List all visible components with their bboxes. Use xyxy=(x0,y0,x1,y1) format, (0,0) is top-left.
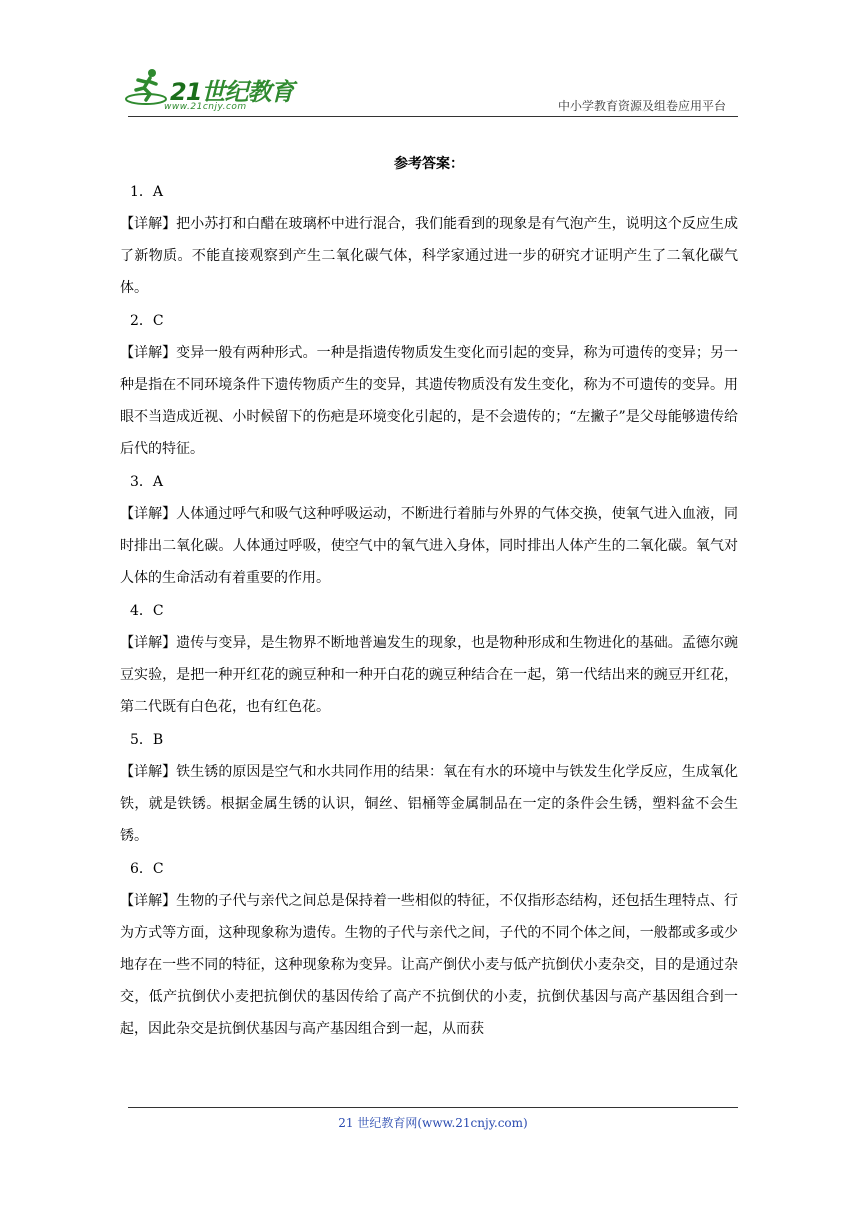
answer-number: 6．C xyxy=(130,861,164,877)
platform-tagline: 中小学教育资源及组卷应用平台 xyxy=(557,99,726,113)
answer-number: 2．C xyxy=(130,313,164,329)
answer-detail: 【详解】生物的子代与亲代之间总是保持着一些相似的特征，不仅指形态结构，还包括生理特点、行为方式等方面，这种现象称为遗传。生物的子代与亲代之间，子代的不同个体之间，一般都或多或少地存在一些不同的特征，这种现象称为变异。让高产倒伏小麦与低产抗倒伏小麦杂交，目的是通过杂交，低产抗倒伏小麦把抗倒伏的基因传给了高产不抗倒伏的小麦，抗倒伏基因与高产基因组合到一起，因此杂交是抗倒伏基因与高产基因组合到一起，从而获 xyxy=(120,893,738,1037)
page-footer[interactable]: 21 世纪教育网(www.21cnjy.com) xyxy=(338,1116,528,1130)
page-title: 参考答案： xyxy=(394,156,464,172)
answer-content xyxy=(120,150,738,1048)
header-divider xyxy=(128,116,738,117)
answer-detail: 【详解】人体通过呼气和吸气这种呼吸运动，不断进行着肺与外界的气体交换，使氧气进入血液，同时排出二氧化碳。人体通过呼吸，使空气中的氧气进入身体，同时排出人体产生的二氧化碳。氧气对人体的生命活动有着重要的作用。 xyxy=(120,506,738,586)
page-header xyxy=(120,62,738,118)
answer-number: 5．B xyxy=(130,732,164,748)
answer-detail: 【详解】遗传与变异，是生物界不断地普遍发生的现象，也是物种形成和生物进化的基础。孟德尔豌豆实验，是把一种开红花的豌豆种和一种开白花的豌豆种结合在一起，第一代结出来的豌豆开红花，第二代既有白色花，也有红色花。 xyxy=(120,635,738,715)
logo-wordmark: 21世纪教育 xyxy=(170,78,294,106)
answer-detail: 【详解】铁生锈的原因是空气和水共同作用的结果：氧在有水的环境中与铁发生化学反应，生成氧化铁，就是铁锈。根据金属生锈的认识，铜丝、铝桶等金属制品在一定的条件会生锈，塑料盆不会生锈。 xyxy=(120,764,738,844)
answer-number: 1．A xyxy=(130,184,164,200)
running-figure-icon xyxy=(124,66,168,106)
site-logo[interactable] xyxy=(120,62,300,118)
logo-url: www.21cnjy.com xyxy=(164,102,247,112)
answer-detail: 【详解】把小苏打和白醋在玻璃杯中进行混合，我们能看到的现象是有气泡产生，说明这个反应生成了新物质。不能直接观察到产生二氧化碳气体，科学家通过进一步的研究才证明产生了二氧化碳气体。 xyxy=(120,216,738,296)
footer-divider xyxy=(128,1107,738,1108)
answer-number: 4．C xyxy=(130,603,164,619)
answer-detail: 【详解】变异一般有两种形式。一种是指遗传物质发生变化而引起的变异，称为可遗传的变异；另一种是指在不同环境条件下遗传物质产生的变异，其遗传物质没有发生变化，称为不可遗传的变异。用眼不当造成近视、小时候留下的伤疤是环境变化引起的，是不会遗传的；“左撇子”是父母能够遗传给后代的特征。 xyxy=(120,345,738,457)
answer-number: 3．A xyxy=(130,474,164,490)
